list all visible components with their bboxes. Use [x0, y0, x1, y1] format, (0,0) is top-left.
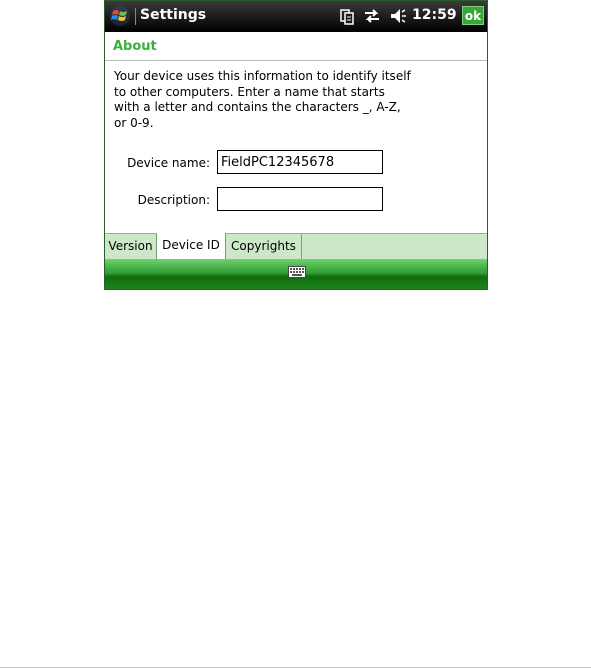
volume-icon[interactable]	[389, 7, 407, 25]
info-description: Your device uses this information to identify itself to other computers. Enter a name that starts with a letter and contains the characters _, A-Z, or 0-9.	[114, 69, 411, 130]
keyboard-icon[interactable]	[288, 266, 306, 278]
tab-copyrights[interactable]: Copyrights	[226, 234, 302, 259]
description-label: Description:	[137, 193, 210, 207]
device-name-input[interactable]	[217, 150, 383, 174]
page-header	[105, 32, 487, 61]
connectivity-icon[interactable]	[340, 7, 354, 25]
device-screen	[104, 0, 488, 290]
clock: 12:59	[412, 7, 457, 23]
page-title: About	[113, 39, 157, 54]
title-bar	[105, 1, 487, 32]
network-sync-icon[interactable]	[363, 7, 381, 25]
device-name-label: Device name:	[127, 156, 210, 170]
title-separator	[135, 8, 136, 25]
description-input[interactable]	[217, 187, 383, 211]
ok-button[interactable]: ok	[462, 6, 484, 25]
tab-strip	[105, 233, 487, 259]
page-divider	[0, 667, 591, 668]
tab-device-id[interactable]: Device ID	[157, 233, 226, 259]
windows-start-icon[interactable]	[109, 5, 131, 27]
softkey-bar	[105, 259, 487, 290]
tab-version[interactable]: Version	[105, 234, 157, 259]
app-title: Settings	[140, 7, 207, 23]
